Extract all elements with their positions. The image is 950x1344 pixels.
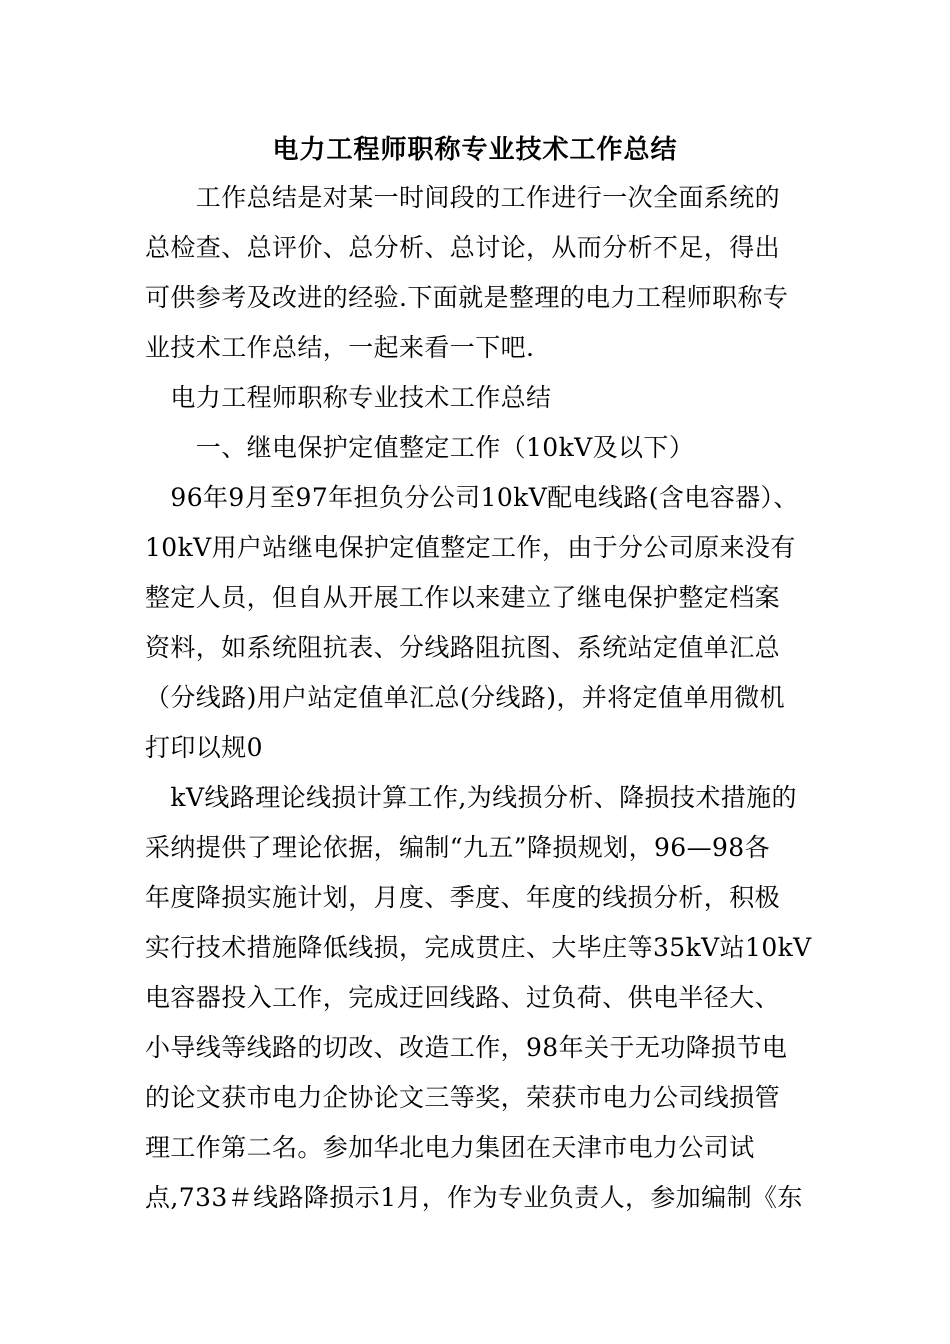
paragraph-line: 小导线等线路的切改、改造工作，98年关于无功降损节电: [145, 1033, 788, 1062]
section-heading: 电力工程师职称专业技术工作总结: [145, 383, 552, 412]
paragraph-line: 理工作第二名。参加华北电力集团在天津市电力公司试: [145, 1133, 755, 1162]
paragraph-line: 点,733＃线路降损示1月，作为专业负责人，参加编制《东: [145, 1183, 803, 1212]
paragraph-line: 采纳提供了理论依据，编制“九五”降损规划，96—98各: [145, 833, 770, 862]
subsection-heading: 一、继电保护定值整定工作（10kV及以下）: [145, 433, 695, 462]
paragraph-line: 工作总结是对某一时间段的工作进行一次全面系统的: [145, 183, 781, 212]
paragraph-line: 可供参考及改进的经验.下面就是整理的电力工程师职称专: [145, 283, 789, 312]
paragraph-line: 10kV用户站继电保护定值整定工作，由于分公司原来没有: [145, 533, 796, 562]
paragraph-line: 年度降损实施计划，月度、季度、年度的线损分析，积极: [145, 883, 781, 912]
paragraph-line: 资料，如系统阻抗表、分线路阻抗图、系统站定值单汇总: [145, 633, 781, 662]
paragraph-line: （分线路)用户站定值单汇总(分线路)，并将定值单用微机: [145, 683, 786, 712]
paragraph-line: 96年9月至97年担负分公司10kV配电线路(含电容器）、: [145, 483, 799, 512]
paragraph-line: 整定人员，但自从开展工作以来建立了继电保护整定档案: [145, 583, 781, 612]
paragraph-line: 打印以规0: [145, 733, 263, 762]
document-title: 电力工程师职称专业技术工作总结: [272, 135, 678, 165]
paragraph-line: 总检查、总评价、总分析、总讨论，从而分析不足，得出: [145, 233, 781, 262]
paragraph-line: 电容器投入工作，完成迂回线路、过负荷、供电半径大、: [145, 983, 781, 1012]
paragraph-line: 实行技术措施降低线损，完成贯庄、大毕庄等35kV站10kV: [145, 933, 812, 962]
paragraph-line: kV线路理论线损计算工作,为线损分析、降损技术措施的: [145, 783, 797, 812]
paragraph-line: 的论文获市电力企协论文三等奖，荣获市电力公司线损管: [145, 1083, 781, 1112]
paragraph-line: 业技术工作总结，一起来看一下吧.: [145, 333, 535, 362]
